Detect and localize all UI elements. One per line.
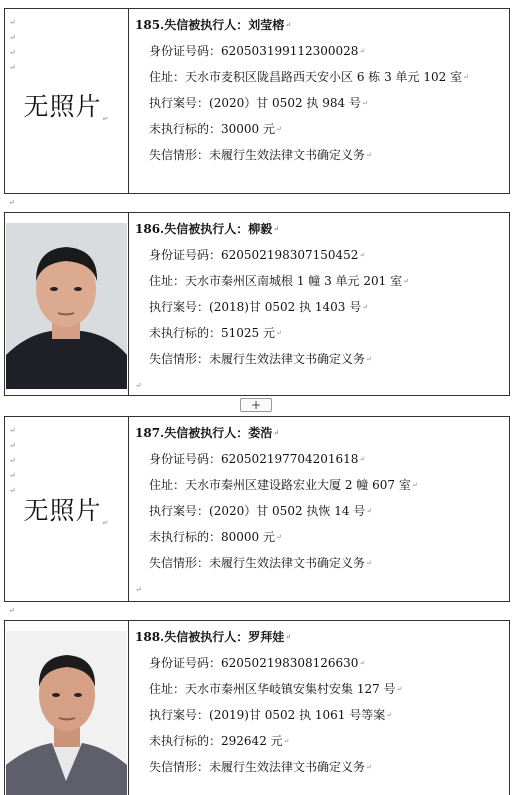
photo-cell [5,213,129,395]
address: 住址：天水市秦州区南城根 1 幢 3 单元 201 室↵ [149,274,409,288]
person-photo [6,631,127,795]
paragraph-mark: ↵ [8,606,15,615]
info-cell [129,417,509,601]
unexecuted-amount: 未执行标的：30000 元↵ [149,122,282,136]
case-number: 执行案号：(2019)甘 0502 执 1061 号等案↵ [149,708,393,722]
address: 住址：天水市秦州区建设路宏业大厦 2 幢 607 室↵ [149,478,418,492]
no-photo-text: 无照片↵ [23,91,110,123]
case-number: 执行案号：(2020）甘 0502 执恢 14 号↵ [149,504,373,518]
case-number: 执行案号：(2020）甘 0502 执 984 号↵ [149,96,368,110]
record-heading: 185.失信被执行人：刘莹榕↵ [135,18,292,32]
paragraph-mark: ↵ [135,585,142,594]
case-number: 执行案号：(2018)甘 0502 执 1403 号↵ [149,300,369,314]
address: 住址：天水市麦积区陇昌路西天安小区 6 栋 3 单元 102 室↵ [149,70,469,84]
paragraph-marks: ↵ ↵ ↵ ↵ ↵ [9,426,16,495]
photo-cell [5,9,129,193]
id-number: 身份证号码：620502198307150452↵ [149,248,366,262]
unexecuted-amount: 未执行标的：51025 元↵ [149,326,282,340]
paragraph-mark: ↵ [135,381,142,390]
record-186 [4,212,510,396]
record-188 [4,620,510,795]
paragraph-mark: ↵ [8,198,15,207]
dishonesty-status: 失信情形：未履行生效法律文书确定义务↵ [149,556,372,570]
dishonesty-status: 失信情形：未履行生效法律文书确定义务↵ [149,148,372,162]
no-photo-text: 无照片↵ [23,496,110,527]
paragraph-marks: ↵ ↵ ↵ ↵ [9,18,16,72]
id-number: 身份证号码：620503199112300028↵ [149,44,366,58]
id-number: 身份证号码：620502197704201618↵ [149,452,366,466]
photo-cell [5,417,129,601]
photo-cell [5,621,129,795]
record-187 [4,416,510,602]
record-heading: 186.失信被执行人：柳毅↵ [135,222,280,236]
record-185 [4,8,510,194]
address: 住址：天水市秦州区华岐镇安集村安集 127 号↵ [149,682,403,696]
dishonesty-status: 失信情形：未履行生效法律文书确定义务↵ [149,760,372,774]
person-photo [6,223,127,389]
unexecuted-amount: 未执行标的：292642 元↵ [149,734,290,748]
record-heading: 188.失信被执行人：罗拜娃↵ [135,630,292,644]
add-row-button[interactable]: + [240,398,272,412]
unexecuted-amount: 未执行标的：80000 元↵ [149,530,282,544]
id-number: 身份证号码：620502198308126630↵ [149,656,366,670]
info-cell [129,9,509,193]
info-cell [129,621,509,795]
record-heading: 187.失信被执行人：娄浩↵ [135,426,280,440]
dishonesty-status: 失信情形：未履行生效法律文书确定义务↵ [149,352,372,366]
info-cell [129,213,509,395]
